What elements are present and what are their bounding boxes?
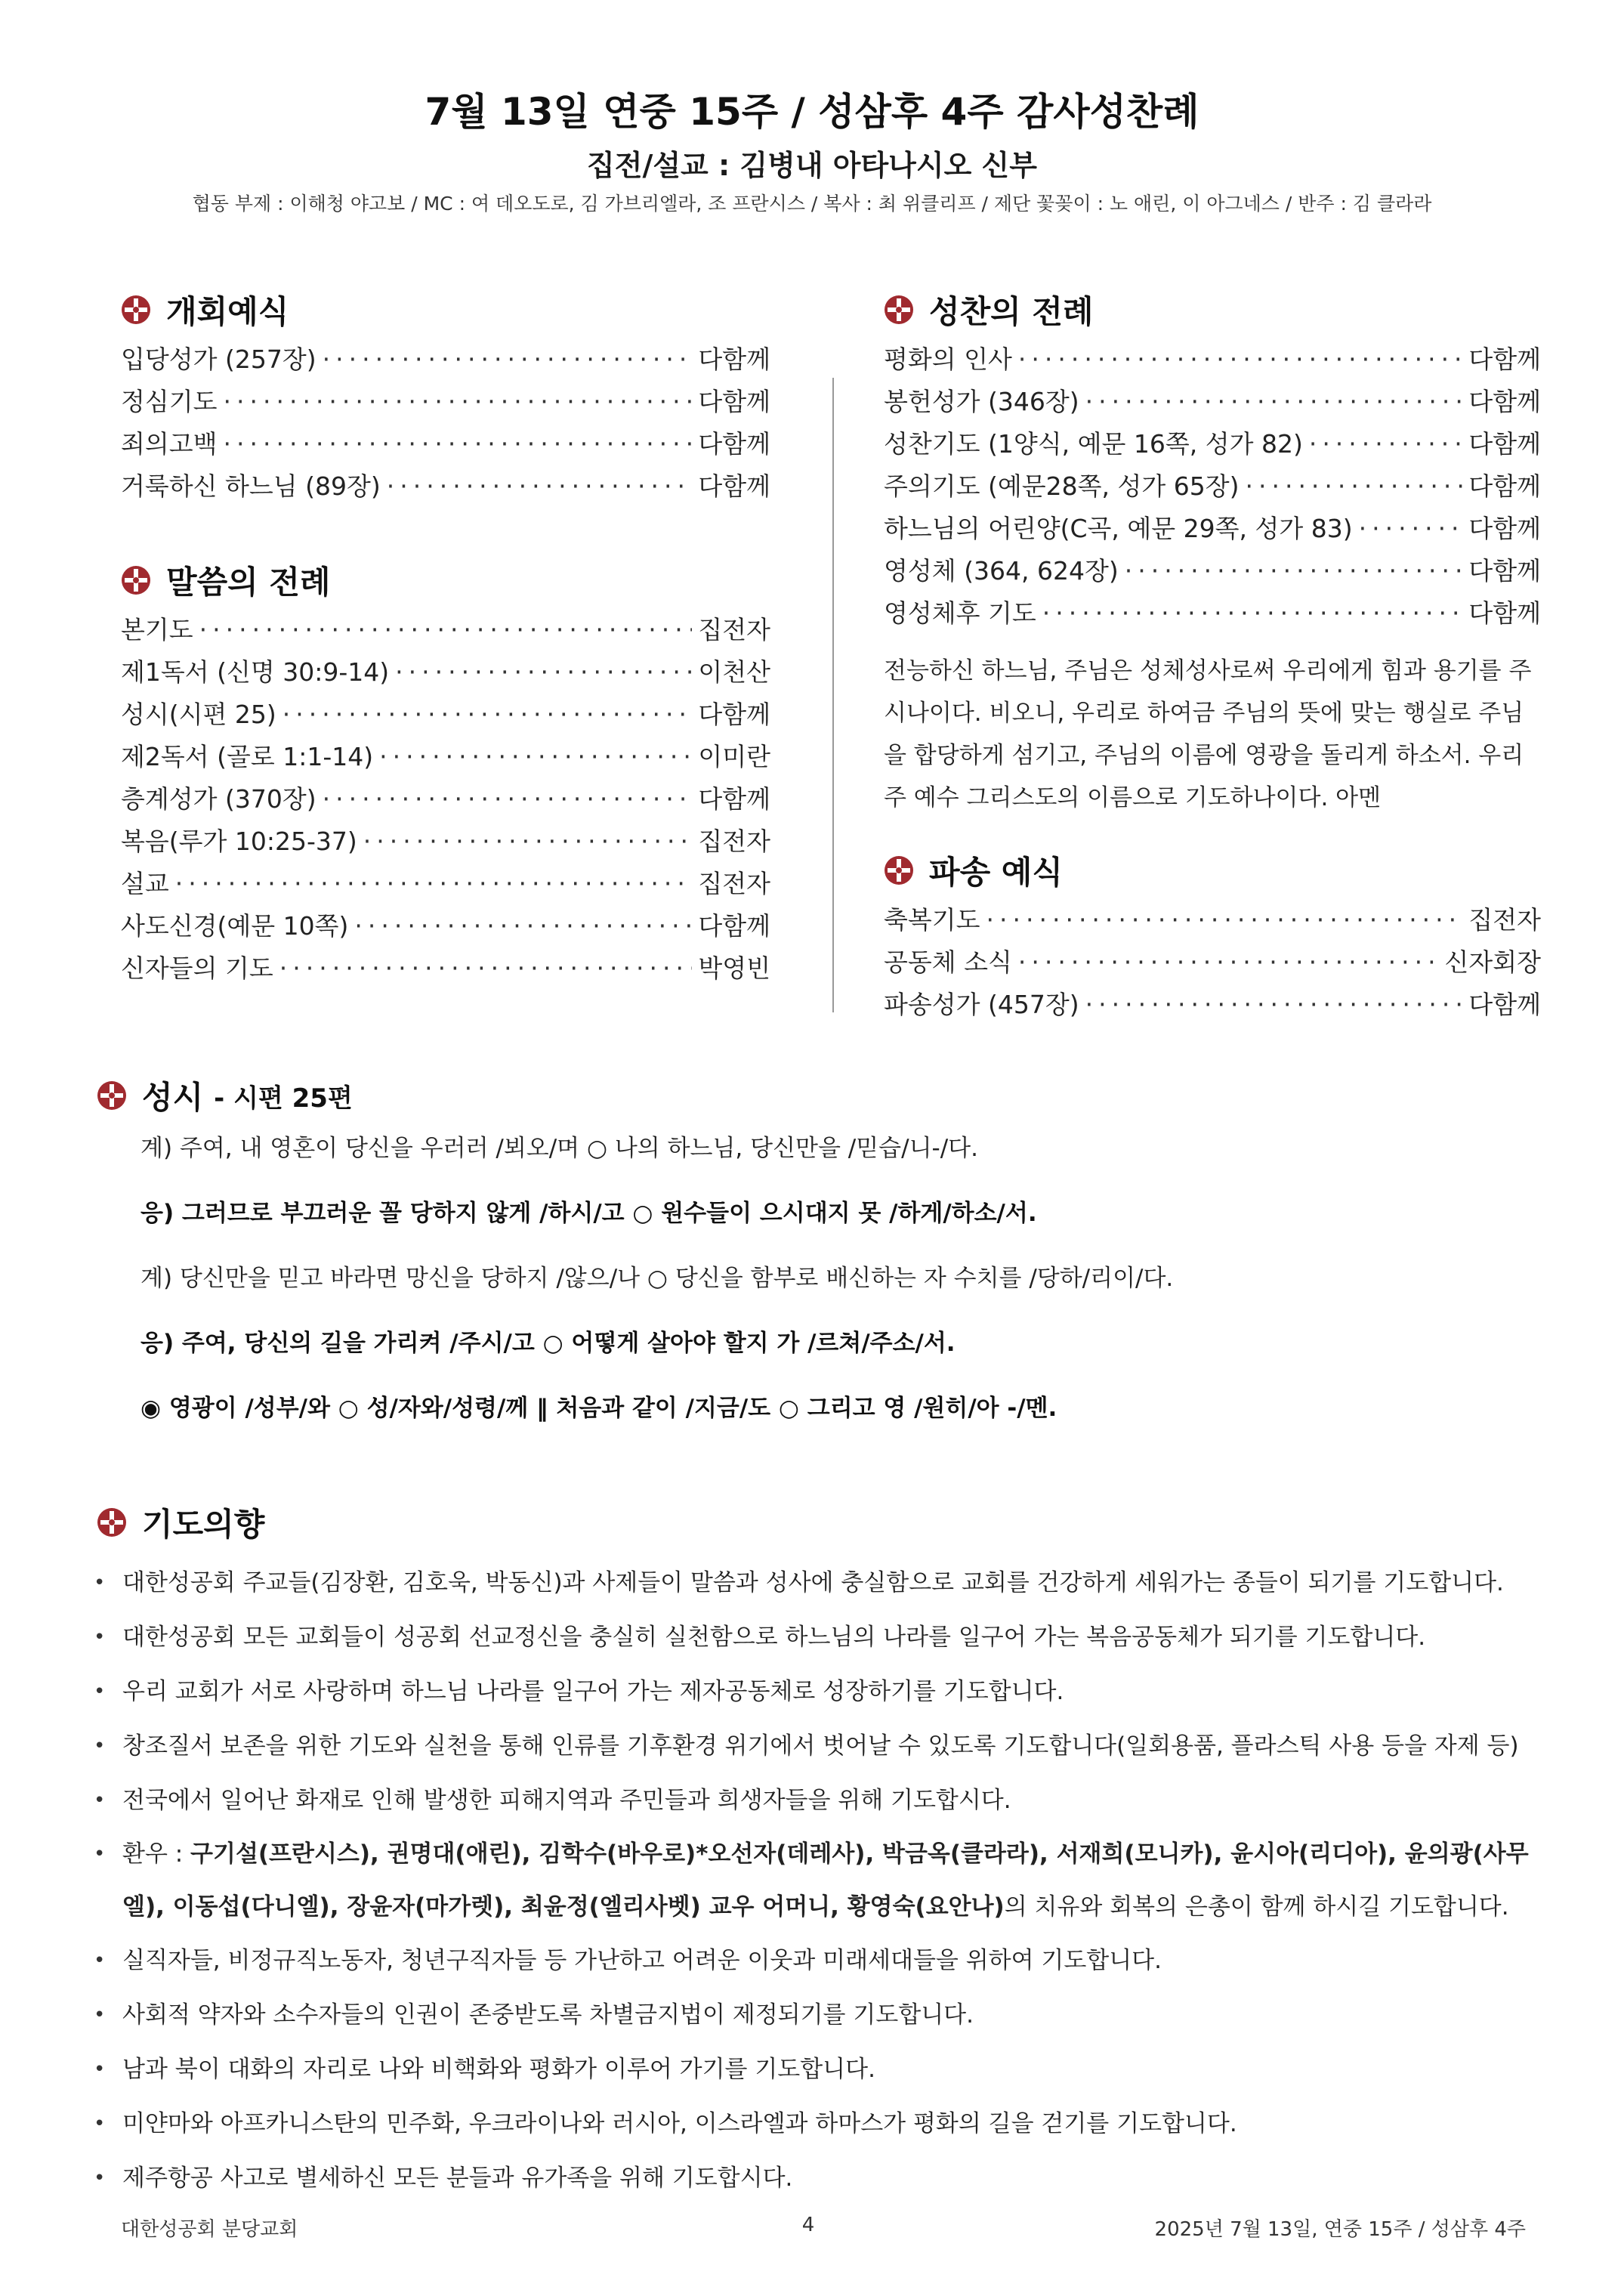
order-item-leader: 다함께 [1468, 345, 1541, 374]
order-row [884, 382, 1541, 425]
intentions-list [97, 1556, 1547, 2205]
order-item-leader: 집전자 [698, 827, 770, 856]
order-row [884, 509, 1541, 552]
order-item-name: 하느님의 어린양(C곡, 예문 29쪽, 성가 83) [884, 514, 1353, 543]
order-item-leader: 다함께 [1468, 598, 1541, 628]
order-row [884, 594, 1541, 636]
order-row [121, 382, 770, 425]
order-item-leader: 다함께 [1468, 990, 1541, 1019]
order-list [884, 901, 1541, 1028]
order-item-leader: 집전자 [1468, 905, 1541, 935]
order-item-name: 영성체후 기도 [884, 598, 1036, 628]
order-item-name: 축복기도 [884, 905, 980, 935]
order-row [121, 340, 770, 382]
red-cross-icon [97, 1507, 127, 1537]
footer-church: 대한성공회 분당교회 [121, 2218, 298, 2241]
order-item-name: 제1독서 (신명 30:9-14) [121, 657, 390, 687]
celebrant-line: 집전/설교 : 김병내 아타나시오 신부 [587, 149, 1037, 182]
order-item-leader: 다함께 [698, 700, 770, 729]
order-item-name: 설교 [121, 869, 169, 898]
order-row [121, 949, 770, 991]
order-row [884, 901, 1541, 943]
section-intentions [97, 1500, 1547, 2205]
order-item-name: 죄의고백 [121, 429, 218, 459]
psalm-verse: 응) 그러므로 부끄러운 꼴 당하지 않게 /하시/고 ○ 원수들이 으시대지 못 /하게/하소/서. [140, 1200, 1037, 1227]
order-row [121, 467, 770, 509]
order-item-leader: 이미란 [698, 742, 770, 771]
order-item-leader: 집전자 [698, 615, 770, 644]
order-item-leader: 다함께 [1468, 429, 1541, 459]
order-list [884, 340, 1541, 636]
psalm-reference: - 시편 25편 [214, 1083, 353, 1114]
section-opening [121, 287, 770, 509]
order-item-leader: 다함께 [698, 911, 770, 941]
intention-item: • 제주항공 사고로 별세하신 모든 분들과 유가족을 위해 기도합시다. [97, 2151, 1547, 2205]
page-number: 4 [801, 2214, 815, 2236]
order-item-leader: 신자회장 [1444, 947, 1541, 977]
section-word [121, 558, 770, 991]
order-row [884, 943, 1541, 985]
section-title: 파송 예식 [929, 854, 1063, 891]
order-item-name: 성찬기도 (1양식, 예문 16쪽, 성가 82) [884, 429, 1303, 459]
section-title: 개회예식 [166, 293, 289, 330]
order-item-leader: 박영빈 [698, 953, 770, 983]
red-cross-icon [121, 565, 151, 595]
order-item-name: 정심기도 [121, 387, 218, 416]
order-row [121, 695, 770, 737]
order-item-name: 영성체 (364, 624장) [884, 556, 1119, 586]
order-row [121, 780, 770, 822]
section-title: 기도의향 [142, 1506, 265, 1543]
psalm-lines [140, 1129, 1547, 1454]
order-row [121, 864, 770, 907]
order-row [884, 425, 1541, 467]
order-list [121, 610, 770, 991]
order-row [884, 340, 1541, 382]
section-psalm [97, 1073, 1547, 1454]
red-cross-icon [884, 295, 914, 325]
order-item-name: 봉헌성가 (346장) [884, 387, 1079, 416]
order-item-name: 복음(루가 10:25-37) [121, 827, 357, 856]
intention-item-sick [97, 1828, 1547, 1933]
section-title: 성찬의 전례 [929, 293, 1094, 330]
order-item-leader: 다함께 [1468, 471, 1541, 501]
order-item-name: 입당성가 (257장) [121, 345, 316, 374]
section-eucharist [884, 287, 1541, 819]
order-item-name: 사도신경(예문 10쪽) [121, 911, 349, 941]
red-cross-icon [97, 1080, 127, 1111]
order-row [884, 552, 1541, 594]
order-item-leader: 다함께 [698, 429, 770, 459]
order-item-leader: 다함께 [698, 345, 770, 374]
order-item-name: 주의기도 (예문28쪽, 성가 65장) [884, 471, 1240, 501]
order-item-name: 파송성가 (457장) [884, 990, 1079, 1019]
order-row [884, 467, 1541, 509]
section-title: 말씀의 전례 [166, 564, 331, 601]
footer-date: 2025년 7월 13일, 연중 15주 / 성삼후 4주 [1154, 2218, 1526, 2241]
section-dismissal [884, 848, 1541, 1028]
intention-item: • 남과 북이 대화의 자리로 나와 비핵화와 평화가 이루어 가기를 기도합니다. [97, 2042, 1547, 2097]
intention-item: • 전국에서 일어난 화재로 인해 발생한 피해지역과 주민들과 희생자들을 위해 기도합시다. [97, 1773, 1547, 1828]
psalm-doxology: ◉ 영광이 /성부/와 ○ 성/자와/성령/께 ‖ 처음과 같이 /지금/도 ○ 그리고 영 /원히/아 -/멘. [140, 1395, 1057, 1422]
order-row [121, 425, 770, 467]
psalm-verse: 계) 당신만을 믿고 바라면 망신을 당하지 /않으/나 ○ 당신을 함부로 배신하는 자 수치를 /당하/리이/다. [140, 1265, 1174, 1292]
order-row [121, 610, 770, 653]
order-item-name: 평화의 인사 [884, 345, 1012, 374]
sick-names: 구기설(프란시스), 권명대(애린), 김학수(바우로)*오선자(데레사), 박금옥(클라라), 서재희(모니카), 윤시아(리디아), 윤의광(사무엘), 이동섭(다니엘), 장윤자(마가렛), 최윤정(엘리사벳) 교우 어머니, 황영숙(요안나) [122, 1840, 1529, 1921]
order-item-name: 제2독서 (골로 1:1-14) [121, 742, 374, 771]
order-item-name: 공동체 소식 [884, 947, 1012, 977]
order-item-leader: 다함께 [1468, 556, 1541, 586]
order-item-name: 층계성가 (370장) [121, 784, 316, 814]
intention-item: • 우리 교회가 서로 사랑하며 하느님 나라를 일구어 가는 제자공동체로 성장하기를 기도합니다. [97, 1664, 1547, 1719]
psalm-verse: 계) 주여, 내 영혼이 당신을 우러러 /뵈오/며 ○ 나의 하느님, 당신만을 /믿습/니-/다. [140, 1135, 978, 1162]
order-item-leader: 다함께 [1468, 514, 1541, 543]
psalm-verse: 응) 주여, 당신의 길을 가리켜 /주시/고 ○ 어떻게 살아야 할지 가 /르쳐/주소/서. [140, 1330, 956, 1357]
order-row [121, 907, 770, 949]
intention-item: • 미얀마와 아프카니스탄의 민주화, 우크라이나와 러시아, 이스라엘과 하마스가 평화의 길을 걷기를 기도합니다. [97, 2097, 1547, 2151]
order-list [121, 340, 770, 509]
order-item-leader: 다함께 [698, 387, 770, 416]
intention-item: • 창조질서 보존을 위한 기도와 실천을 통해 인류를 기후환경 위기에서 벗어날 수 있도록 기도합니다(일회용품, 플라스틱 사용 등을 자제 등) [97, 1719, 1547, 1773]
order-row [884, 985, 1541, 1028]
intention-item: • 대한성공회 모든 교회들이 성공회 선교정신을 충실히 실천함으로 하느님의 나라를 일구어 가는 복음공동체가 되기를 기도합니다. [97, 1610, 1547, 1664]
red-cross-icon [884, 855, 914, 885]
order-item-name: 본기도 [121, 615, 193, 644]
red-cross-icon [121, 295, 151, 325]
order-item-leader: 다함께 [1468, 387, 1541, 416]
order-item-leader: 이천산 [698, 657, 770, 687]
order-item-name: 성시(시편 25) [121, 700, 276, 729]
post-communion-prayer: 전능하신 하느님, 주님은 성체성사로써 우리에게 힘과 용기를 주시나이다. 비오니, 우리로 하여금 주님의 뜻에 맞는 행실로 주님을 합당하게 섬기고, 주님의 이름에 영광을 돌리게 하소서. 우리 주 예수 그리스도의 이름으로 기도하나이다. 아멘 [884, 657, 1532, 811]
intention-item: • 대한성공회 주교들(김장환, 김호욱, 박동신)과 사제들이 말씀과 성사에 충실함으로 교회를 건강하게 세워가는 종들이 되기를 기도합니다. [97, 1556, 1547, 1610]
section-title: 성시 [142, 1079, 204, 1116]
sick-suffix: 의 치유와 회복의 은총이 함께 하시길 기도합니다. [1004, 1893, 1509, 1921]
order-row [121, 822, 770, 864]
sick-prefix: 환우 : [122, 1840, 191, 1868]
order-row [121, 653, 770, 695]
order-item-name: 거룩하신 하느님 (89장) [121, 471, 381, 501]
intention-item: • 실직자들, 비정규직노동자, 청년구직자들 등 가난하고 어려운 이웃과 미래세대들을 위하여 기도합니다. [97, 1933, 1547, 1988]
column-divider [832, 378, 834, 1012]
intention-item: • 사회적 약자와 소수자들의 인권이 존중받도록 차별금지법이 제정되기를 기도합니다. [97, 1988, 1547, 2042]
staff-line: 협동 부제 : 이해청 야고보 / MC : 여 데오도로, 김 가브리엘라, 조 프란시스 / 복사 : 최 위클리프 / 제단 꽃꽂이 : 노 애린, 이 아그네스 / 반주 : 김 클라라 [192, 193, 1432, 215]
order-item-name: 신자들의 기도 [121, 953, 273, 983]
page-title: 7월 13일 연중 15주 / 성삼후 4주 감사성찬례 [425, 90, 1199, 134]
order-item-leader: 집전자 [698, 869, 770, 898]
order-item-leader: 다함께 [698, 784, 770, 814]
order-item-leader: 다함께 [698, 471, 770, 501]
order-row [121, 737, 770, 780]
